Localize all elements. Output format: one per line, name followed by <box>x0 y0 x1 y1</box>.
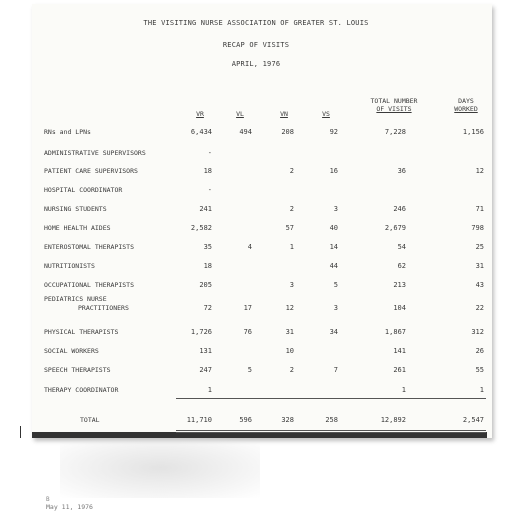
footer-mark: B <box>46 496 50 503</box>
cell-vn: 2 <box>289 366 294 374</box>
cell-vn: 2 <box>289 205 294 213</box>
totals-vn: 328 <box>281 416 294 424</box>
header-vn-label: VN <box>280 110 288 118</box>
header-total-line2: OF VISITS <box>376 105 412 113</box>
cell-days: 12 <box>475 167 484 175</box>
cell-days: 71 <box>475 205 484 213</box>
header-days-line1: DAYS <box>458 97 474 105</box>
cell-vs: 3 <box>333 205 338 213</box>
scan-edge-mark <box>20 426 21 438</box>
cell-vr: 247 <box>199 366 212 374</box>
cell-days: 1 <box>479 386 484 394</box>
row-label: NUTRITIONISTS <box>44 262 95 270</box>
cell-vs: 3 <box>333 304 338 312</box>
cell-vs: 44 <box>329 262 338 270</box>
cell-vs: 34 <box>329 328 338 336</box>
cell-total: 213 <box>393 281 406 289</box>
cell-vs: 7 <box>333 366 338 374</box>
cell-vr: 35 <box>203 243 212 251</box>
totals-vs: 258 <box>325 416 338 424</box>
row-label-continued: PRACTITIONERS <box>78 304 129 312</box>
row-label: HOSPITAL COORDINATOR <box>44 186 123 194</box>
cell-vs: 5 <box>333 281 338 289</box>
cell-total: 246 <box>393 205 406 213</box>
totals-visits: 12,892 <box>380 416 406 424</box>
cell-vr: 6,434 <box>190 128 212 136</box>
row-label: PATIENT CARE SUPERVISORS <box>44 167 138 175</box>
cell-days: 43 <box>475 281 484 289</box>
document-title: THE VISITING NURSE ASSOCIATION OF GREATER ST. LOUIS <box>143 19 369 27</box>
cell-vs: 92 <box>329 128 338 136</box>
cell-vr: - <box>207 149 212 157</box>
cell-total: 141 <box>393 347 406 355</box>
cell-vr: 131 <box>199 347 212 355</box>
cell-vr: 1 <box>207 386 212 394</box>
row-label: NURSING STUDENTS <box>44 205 107 213</box>
cell-vl: 17 <box>243 304 252 312</box>
cell-days: 798 <box>471 224 484 232</box>
header-vl <box>228 110 252 118</box>
cell-vl: 5 <box>247 366 252 374</box>
cell-total: 1,867 <box>384 328 406 336</box>
cell-vs: 16 <box>329 167 338 175</box>
document-date: APRIL, 1976 <box>231 60 281 68</box>
cell-vl: 4 <box>247 243 252 251</box>
row-label: ADMINISTRATIVE SUPERVISORS <box>44 149 146 157</box>
header-vr <box>188 110 212 118</box>
row-label: SOCIAL WORKERS <box>44 347 99 355</box>
row-label: ENTEROSTOMAL THERAPISTS <box>44 243 135 251</box>
cell-vn: 31 <box>285 328 294 336</box>
cell-vn: 12 <box>285 304 294 312</box>
cell-days: 55 <box>475 366 484 374</box>
cell-vr: 1,726 <box>190 328 212 336</box>
total-rule-bottom <box>176 430 486 433</box>
cell-vn: 3 <box>289 281 294 289</box>
cell-vr: 2,582 <box>190 224 212 232</box>
cell-total: 2,679 <box>384 224 406 232</box>
row-label: HOME HEALTH AIDES <box>44 224 111 232</box>
cell-vn: 208 <box>281 128 294 136</box>
totals-label: TOTAL <box>80 416 100 424</box>
header-days-worked <box>442 97 490 113</box>
totals-vr: 11,710 <box>186 416 212 424</box>
row-label: OCCUPATIONAL THERAPISTS <box>44 281 135 289</box>
cell-vl: 494 <box>239 128 252 136</box>
cell-vr: 18 <box>203 262 212 270</box>
row-label: THERAPY COORDINATOR <box>44 386 119 394</box>
header-vs <box>314 110 338 118</box>
cell-total: 1 <box>401 386 406 394</box>
header-vr-label: VR <box>196 110 204 118</box>
cell-vr: 18 <box>203 167 212 175</box>
cell-vn: 10 <box>285 347 294 355</box>
header-vl-label: VL <box>236 110 244 118</box>
row-label: PEDIATRICS NURSE <box>44 295 107 303</box>
row-label: RNs and LPNs <box>44 128 91 136</box>
cell-days: 1,156 <box>462 128 484 136</box>
cell-days: 31 <box>475 262 484 270</box>
row-label: PHYSICAL THERAPISTS <box>44 328 119 336</box>
cell-total: 261 <box>393 366 406 374</box>
document-subtitle: RECAP OF VISITS <box>222 41 290 49</box>
cell-total: 104 <box>393 304 406 312</box>
cell-total: 62 <box>397 262 406 270</box>
cell-vl: 76 <box>243 328 252 336</box>
header-days-line2: WORKED <box>454 105 478 113</box>
totals-vl: 596 <box>239 416 252 424</box>
cell-vr: 241 <box>199 205 212 213</box>
cell-days: 312 <box>471 328 484 336</box>
cell-vn: 1 <box>289 243 294 251</box>
header-total-visits <box>356 97 432 113</box>
header-vs-label: VS <box>322 110 330 118</box>
cell-total: 7,228 <box>384 128 406 136</box>
header-total-line1: TOTAL NUMBER <box>370 97 418 105</box>
cell-vs: 14 <box>329 243 338 251</box>
row-label: SPEECH THERAPISTS <box>44 366 111 374</box>
cell-vn: 57 <box>285 224 294 232</box>
total-rule-top <box>176 398 486 399</box>
cell-days: 22 <box>475 304 484 312</box>
cell-total: 54 <box>397 243 406 251</box>
cell-vr: 205 <box>199 281 212 289</box>
footer-date: May 11, 1976 <box>46 503 93 511</box>
cell-total: 36 <box>397 167 406 175</box>
scan-smudge <box>60 438 260 498</box>
cell-days: 26 <box>475 347 484 355</box>
cell-vr: - <box>207 186 212 194</box>
cell-days: 25 <box>475 243 484 251</box>
cell-vn: 2 <box>289 167 294 175</box>
cell-vr: 72 <box>203 304 212 312</box>
header-vn <box>272 110 296 118</box>
totals-days: 2,547 <box>462 416 484 424</box>
cell-vs: 40 <box>329 224 338 232</box>
